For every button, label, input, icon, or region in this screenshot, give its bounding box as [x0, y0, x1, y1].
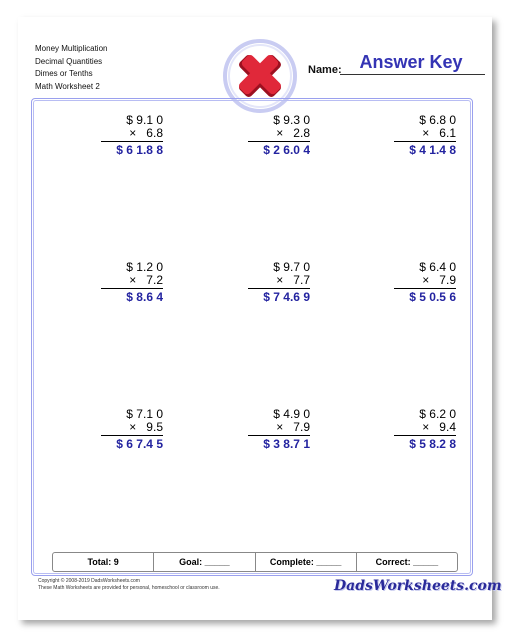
multiplier: × 9.5 [129, 420, 163, 434]
product-rule [248, 435, 310, 436]
multiplicand: $ 7.1 0 [126, 407, 163, 421]
answer: $ 2 6.0 4 [263, 143, 310, 157]
multiplicand: $ 1.2 0 [126, 260, 163, 274]
problem-7 [85, 408, 163, 451]
answer: $ 4 1.4 8 [409, 143, 456, 157]
total-cell: Total: 9 [53, 553, 154, 571]
multiplier: × 6.8 [129, 126, 163, 140]
multiplier: × 7.9 [276, 420, 310, 434]
title-line-1: Money Multiplication [35, 44, 108, 53]
problem-5 [232, 261, 310, 304]
multiplicand: $ 6.2 0 [419, 407, 456, 421]
product-rule [394, 141, 456, 142]
multiplier: × 7.2 [129, 273, 163, 287]
score-bar [52, 552, 458, 572]
name-line [340, 74, 485, 75]
answer: $ 5 0.5 6 [409, 290, 456, 304]
multiplier: × 6.1 [422, 126, 456, 140]
problem-9 [378, 408, 456, 451]
copyright-line-1: Copyright © 2008-2019 DadsWorksheets.com [38, 578, 140, 584]
multiplicand: $ 4.9 0 [273, 407, 310, 421]
answer: $ 7 4.6 9 [263, 290, 310, 304]
copyright-line-2: These Math Worksheets are provided for personal, homeschool or classroom use. [38, 585, 220, 591]
answer: $ 6 7.4 5 [116, 437, 163, 451]
multiplier: × 2.8 [276, 126, 310, 140]
product-rule [248, 288, 310, 289]
product-rule [394, 435, 456, 436]
title-line-3: Dimes or Tenths [35, 69, 93, 78]
product-rule [101, 288, 163, 289]
multiplicand: $ 6.8 0 [419, 113, 456, 127]
name-label: Name: [308, 64, 342, 76]
product-rule [394, 288, 456, 289]
multiplicand: $ 9.3 0 [273, 113, 310, 127]
problem-2 [232, 114, 310, 157]
answer-key-title: Answer Key [359, 52, 463, 72]
answer: $ 3 8.7 1 [263, 437, 310, 451]
worksheet-title-block [35, 43, 107, 93]
dadsworksheets-logo: DadsWorksheets.com [334, 578, 502, 594]
goal-cell: Goal: _____ [154, 553, 255, 571]
problem-8 [232, 408, 310, 451]
multiplicand: $ 6.4 0 [419, 260, 456, 274]
multiplier: × 7.7 [276, 273, 310, 287]
multiplicand: $ 9.7 0 [273, 260, 310, 274]
product-rule [101, 435, 163, 436]
problem-1 [85, 114, 163, 157]
problems-frame-inner [33, 100, 471, 574]
multiplier: × 9.4 [422, 420, 456, 434]
problem-6 [378, 261, 456, 304]
answer: $ 6 1.8 8 [116, 143, 163, 157]
title-line-4: Math Worksheet 2 [35, 81, 100, 91]
multiplicand: $ 9.1 0 [126, 113, 163, 127]
answer: $ 5 8.2 8 [409, 437, 456, 451]
answer: $ 8.6 4 [126, 290, 163, 304]
product-rule [248, 141, 310, 142]
correct-cell: Correct: _____ [375, 557, 439, 567]
complete-cell: Complete: _____ [256, 553, 357, 571]
title-line-2: Decimal Quantities [35, 56, 103, 66]
multiplier: × 7.9 [422, 273, 456, 287]
product-rule [101, 141, 163, 142]
problem-4 [85, 261, 163, 304]
problem-3 [378, 114, 456, 157]
copyright-notice [38, 578, 220, 592]
